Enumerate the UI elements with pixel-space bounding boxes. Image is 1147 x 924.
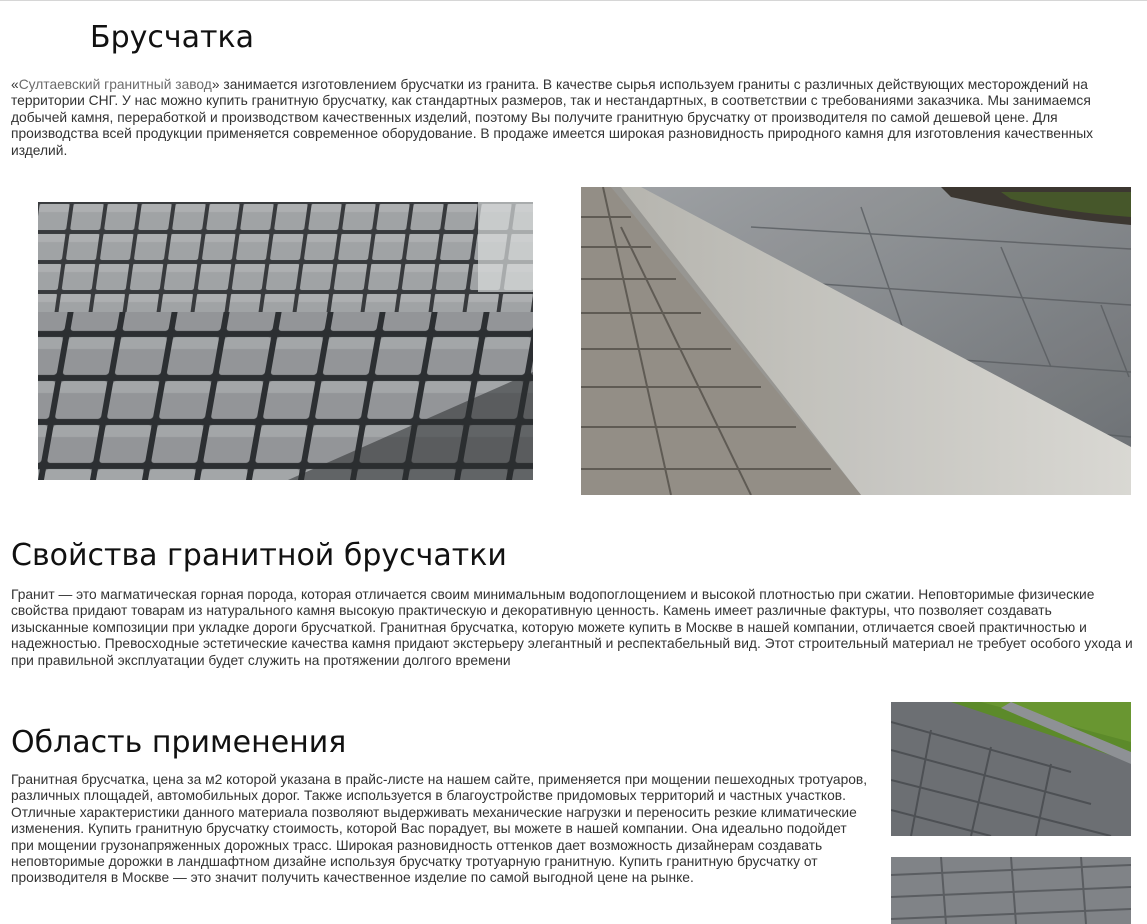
- usage-heading: Область применения: [11, 725, 347, 760]
- intro-paragraph: [11, 77, 1129, 159]
- page-title: Брусчатка: [90, 20, 254, 55]
- intro-text: занимается изготовлением брусчатки из гранита. В качестве сырья используем граниты с различных действующих месторождений на территории СНГ. У нас можно купить гранитную брусчатку, как стандартных размеров, так и нестандартных, в соответствии с требованиями заказчика. Мы занимаемся добычей камня, переработкой и производством качественных изделий, поэтому Вы получите гранитную брусчатку от производителя по самой дешевой цене. Для производства всей продукции применяется современное оборудование. В продаже имеется широкая разновидность природного камня для изготовления качественных изделий.: [11, 77, 1094, 158]
- granite-curb-and-paving-photo: [581, 187, 1131, 495]
- top-divider: [0, 0, 1147, 1]
- properties-heading: Свойства гранитной брусчатки: [11, 538, 507, 573]
- paving-tiles-with-grass-photo: [891, 702, 1131, 836]
- granite-cobblestone-pallet-photo: [38, 202, 533, 480]
- close-quote: »: [211, 77, 220, 92]
- paving-tiles-closeup-photo: [891, 857, 1131, 924]
- open-quote: «: [11, 77, 19, 92]
- company-link[interactable]: Султаевский гранитный завод: [18, 77, 212, 92]
- usage-paragraph: Гранитная брусчатка, цена за м2 которой указана в прайс-листе на нашем сайте, применяется при мощении пешеходных тротуаров, различных площадей, автомобильных дорог. Также используется в благоустройстве придомовых территорий и частных участков. Отличные характеристики данного материала позволяют выдерживать механические нагрузки и переносить резкие климатические изменения. Купить гранитную брусчатку стоимость, которой Вас порадует, вы можете в нашей компании. Она идеально подойдет при мощении грузонапряженных дорожных трасс. Широкая разновидность оттенков дает возможность дизайнерам создавать неповторимые дорожки в ландшафтном дизайне используя брусчатку тротуарную гранитную. Купить гранитную брусчатку от производителя в Москве — это значит получить качественное изделие по самой выгодной цене на рынке.: [11, 772, 868, 886]
- properties-paragraph: Гранит — это магматическая горная порода, которая отличается своим минимальным водопоглощением и высокой плотностью при сжатии. Неповторимые физические свойства придают товарам из натурального камня высокую практическую и декоративную ценность. Камень имеет различные фактуры, что позволяет создавать изысканные композиции при укладке дороги брусчаткой. Гранитная брусчатка, которую можете купить в Москве в нашей компании, отличается своей практичностью и надежностью. Превосходные эстетические качества камня придают экстерьеру элегантный и респектабельный вид. Этот строительный материал не требует особого ухода и при правильной эксплуатации будет служить на протяжении долгого времени: [11, 587, 1133, 668]
